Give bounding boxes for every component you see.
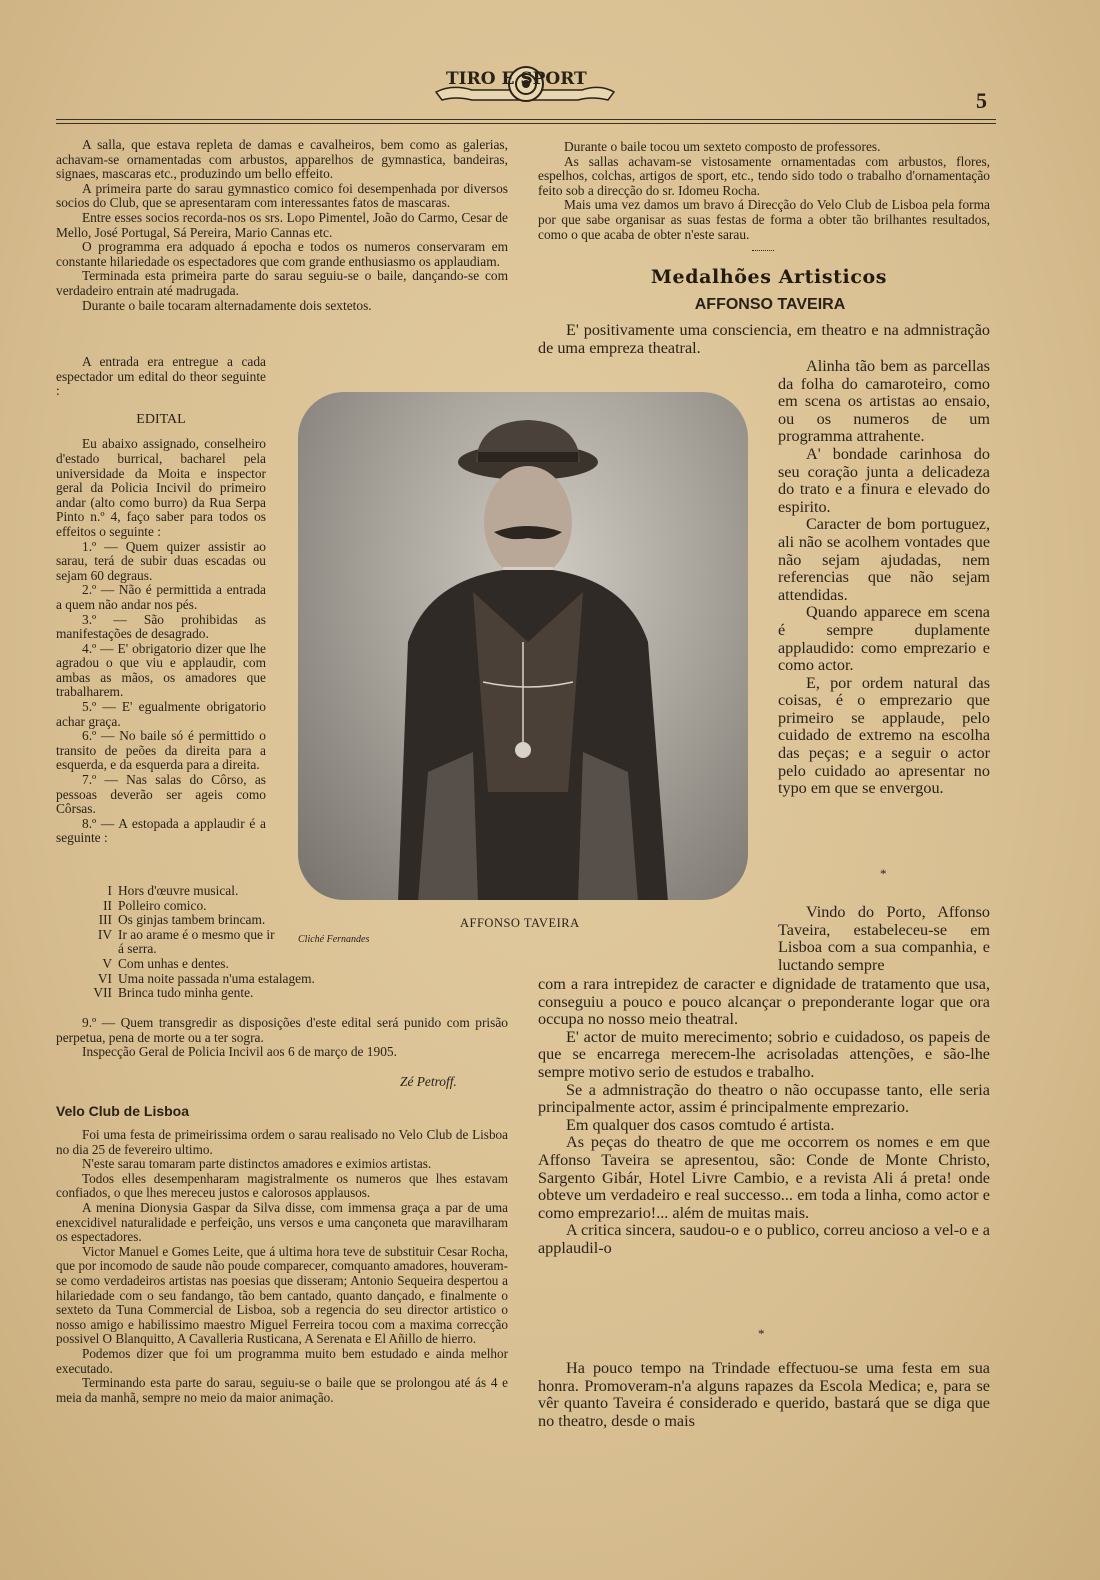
paragraph: Entre esses socios recorda-nos os srs. Lopo Pimentel, João do Carmo, Cesar de Mello, José Portugal, Sá Pereira, Mario Cannas etc. (56, 209, 508, 240)
edital-column (56, 355, 266, 846)
paragraph: A salla, que estava repleta de damas e cavalheiros, bem como as galerias, achavam-se ornamentadas com arbustos, apparelhos de gymnastica, bandeiras, signaes, mascaras etc., produzindo um bello effeito. (56, 137, 508, 182)
portrait-photo (298, 392, 748, 900)
list-item: I Hors d'œuvre musical. (107, 883, 239, 898)
header-rule-2 (56, 123, 996, 124)
list-item: V Com unhas e dentes. (102, 955, 229, 971)
list-item: VII Brinca tudo minha gente. (93, 985, 254, 1001)
paragraph: Todos elles desempenharam magistralmente os numeros que lhes estavam confiados, o que lhes mereceu justos e calorosos applausos. (56, 1170, 508, 1201)
asterisk-divider: * (880, 866, 887, 881)
paragraph: Eu abaixo assignado, conselheiro d'estado burrical, bacharel pela universidade da Moita e inspector geral da Policia Incivil do primeiro andar (alto como burro) da Rua Serpa Pinto n.º 4, faço saber para todos os effeitos o seguinte : (56, 436, 266, 539)
photo-caption: AFFONSO TAVEIRA (460, 916, 580, 930)
masthead-text: TIRO E SPORT (446, 69, 587, 89)
paragraph: Alinha tão bem as parcellas da folha do camaroteiro, como em scena os artistas ao ensaio, ou os numeros de um programma attrahente. (778, 357, 990, 446)
paragraph: 9.º — Quem transgredir as disposições d'este edital será punido com prisão perpetua, pena de morte ou a ter sogra. (56, 1015, 508, 1045)
paragraph: Durante o baile tocaram alternadamente dois sextetos. (82, 297, 372, 313)
list-item: II Polleiro comico. (103, 897, 207, 913)
paragraph: A' bondade carinhosa do seu coração junta a delicadeza do trato e a finura e elevado do espirito. (778, 444, 990, 516)
list-item: IV Ir ao arame é o mesmo que ir á serra. (97, 926, 275, 957)
paragraph: Terminando esta parte do sarau, seguiu-se o baile que se prolongou até ás 4 e meia da manhã, sempre no meio da maior animação. (56, 1375, 508, 1405)
paragraph: 7.º — Nas salas do Côrso, as pessoas deverão ser ageis como Côrsas. (56, 772, 266, 817)
paragraph: E' actor de muito merecimento; sobrio e cuidadoso, os papeis de que se encarrega merecem-lhe acrisoladas attenções, e são-lhe sempre motivo serio de estudos e trabalho. (538, 1027, 990, 1081)
paragraph: Ha pouco tempo na Trindade effectuou-se uma festa em sua honra. Promoveram-n'a alguns rapazes da Escola Medica; e, para se vêr quanto Taveira é considerado e querido, bastará que se diga que no theatro, desde o mais (538, 1359, 990, 1430)
taveira-narrow-text-2 (778, 904, 990, 974)
list-item: III Os ginjas tambem brincam. (98, 912, 266, 928)
paragraph: Quando apparece em scena é sempre duplamente applaudido: como emprezario e como actor. (778, 603, 990, 675)
signature: Zé Petroff. (400, 1074, 457, 1089)
paragraph: A critica sincera, saudou-o e o publico, correu ancioso a vel-o e a applaudil-o (538, 1221, 990, 1257)
taveira-narrow-text (778, 358, 990, 798)
taveira-last-text (538, 1360, 990, 1430)
paragraph: A entrada era entregue a cada espectador um edital do theor seguinte : (56, 354, 266, 399)
paragraph: Victor Manuel e Gomes Leite, que á ultima hora teve de substituir Cesar Rocha, que por incomodo de saude não poude comparecer, comquanto amadores, houveram-se como verdadeiros artistas nas poesias que disseram; Antonio Sequeira despertou a hilariedade com o seu fandango, tão bem cantado, quanto dançado, e finalmente o sexteto da Tuna Commercial de Lisboa, sob a regencia do seu director artistico o nosso amigo e habilissimo maestro Miguel Ferreira tocou com a maxima correcção possivel O Blanquitto, A Cavalleria Rusticana, A Serenata e El Añillo de hierro. (56, 1243, 508, 1347)
edital-end (56, 1016, 508, 1060)
paragraph: Em qualquer dos casos comtudo é artista. (566, 1115, 835, 1134)
paragraph: E' positivamente uma consciencia, em theatro e na admnistração de uma empreza theatral. (538, 321, 990, 357)
paragraph: E, por ordem natural das coisas, é o emprezario que primeiro se applaude, pelo cuidado de extremo na escolha das peças; e a seguir o actor pelo cuidado ao apresentar no typo em que se envergou. (778, 673, 990, 798)
masthead-logo (432, 62, 618, 106)
paragraph: Vindo do Porto, Affonso Taveira, estabeleceu-se em Lisboa com a sua companhia, e luctando sempre (778, 903, 990, 974)
paragraph: As peças do theatro de que me occorrem os nomes e em que Affonso Taveira se apresentou, são: Conde de Monte Christo, Sargento Gibár, Hotel Livre Cambio, e a revista Ali á preta! onde obteve um verdadeiro e real successo... em toda a linha, como actor e como emprezario!... além de muitas mais. (538, 1133, 990, 1222)
edital-title: EDITAL (136, 411, 186, 427)
list-item: VI Uma noite passada n'uma estalagem. (97, 970, 315, 986)
section-heading: Velo Club de Lisboa (56, 1103, 190, 1119)
paragraph: Terminada esta primeira parte do sarau seguiu-se o baile, dançando-se com verdadeiro entrain até madrugada. (56, 268, 508, 298)
paragraph: N'este sarau tomaram parte distinctos amadores e eximios artistas. (82, 1156, 432, 1172)
paragraph: 5.º — E' egualmente obrigatorio achar graça. (56, 699, 266, 729)
paragraph: A primeira parte do sarau gymnastico comico foi desempenhada por diversos socios do Club, que se apresentaram com interessantes fatos de mascaras. (56, 180, 508, 211)
article-subject: AFFONSO TAVEIRA (694, 296, 846, 313)
medalhoes-heading: Medalhões Artisticos (650, 266, 888, 288)
paragraph: com a rara intrepidez de caracter e dignidade de tratamento que usa, conseguiu a pouco e pouco alcançar o preponderante logar que ora occupa no nosso meio theatral. (538, 975, 990, 1029)
asterisk-divider: * (758, 1326, 765, 1341)
paragraph: Inspecção Geral de Policia Incivil aos 6 de março de 1905. (82, 1044, 397, 1060)
paragraph: Podemos dizer que foi um programma muito bem estudado e ainda melhor executado. (56, 1345, 508, 1376)
paragraph: A menina Dionysia Gaspar da Silva disse, com immensa graça a par de uma enexcidivel naturalidade e perfeição, uns versos e uma cançoneta que maravilharam os espectadores. (56, 1199, 508, 1245)
paragraph: Caracter de bom portuguez, ali não se acolhem vontades que não sejam ajudadas, nem referencias que não sejam attendidas. (778, 515, 990, 604)
paragraph: 4.º — E' obrigatorio dizer que lhe agradou o que viu e applaudir, com ambas as mãos, os amadores que trabalharem. (56, 640, 266, 700)
paragraph: Foi uma festa de primeirissima ordem o sarau realisado no Velo Club de Lisboa no dia 25 de fevereiro ultimo. (56, 1127, 508, 1157)
paragraph: As sallas achavam-se vistosamente ornamentadas com arbustos, flores, espelhos, colchas, artigos de sport, etc., tendo sido todo o trabalho d'ornamentação feito sob a direcção do sr. Idomeu Rocha. (538, 153, 990, 198)
paragraph: 6.º — No baile só é permittido o transito de peões da direita para a esquerda, e da esquerda para a direita. (56, 728, 266, 773)
taveira-wide-text (538, 976, 990, 1258)
page-number: 5 (976, 88, 987, 113)
paragraph: Durante o baile tocou um sexteto composto de professores. (564, 139, 881, 154)
paragraph: 1.º — Quem quizer assistir ao sarau, terá de subir duas escadas ou sejam 60 degraus. (56, 538, 266, 583)
paragraph: Mais uma vez damos um bravo á Direcção do Velo Club de Lisboa pela forma por que sabe organisar as suas festas de forma a obter tão brilhantes resultados, como o que acaba de obter n'este sarau. (538, 197, 990, 242)
velo-text (56, 1128, 508, 1405)
photo-credit: Cliché Fernandes (298, 934, 370, 945)
paragraph: 2.º — Não é permittida a entrada a quem não andar nos pés. (56, 582, 266, 612)
paragraph: O programma era adquado á epocha e todos os numeros conservaram em constante hilariedade os espectadores que com grande enthusiasmo os applaudiam. (56, 239, 508, 269)
right-top-text (538, 140, 990, 242)
header-rule (56, 119, 996, 120)
paragraph: 3.º — São prohibidas as manifestações de desagrado. (56, 611, 266, 642)
paragraph: 8.º — A estopada a applaudir é a seguinte : (56, 815, 266, 846)
left-top-text (56, 138, 508, 313)
paragraph: Se a admnistração do theatro o não occupasse tanto, elle seria principalmente actor, assim é principalmente emprezario. (538, 1080, 990, 1117)
section-divider (752, 250, 774, 251)
taveira-intro (538, 322, 990, 357)
